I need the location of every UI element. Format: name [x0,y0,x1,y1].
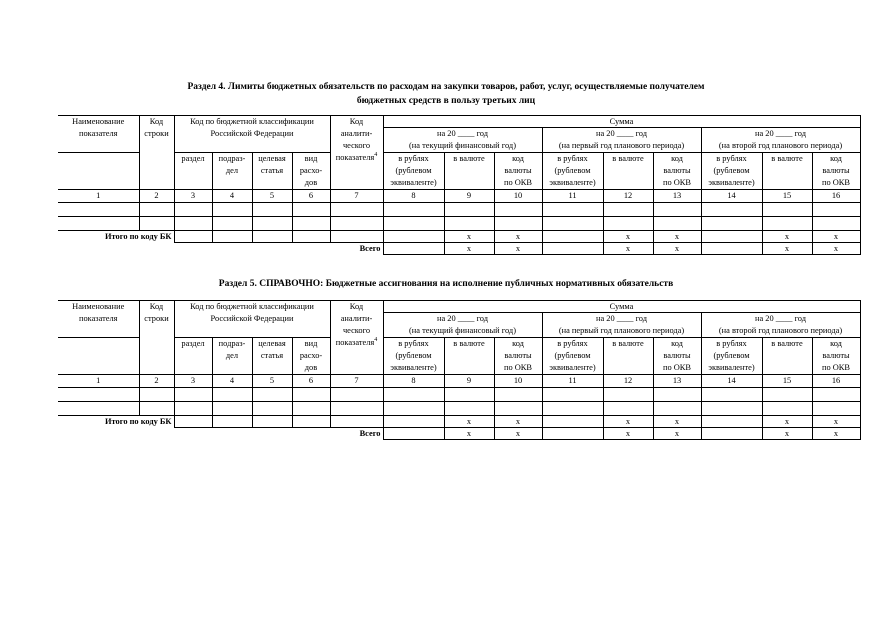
column-number: 7 [330,375,383,388]
total-bk-label: Итого по коду БК [58,416,174,428]
data-cell[interactable] [58,203,139,217]
not-applicable-cell[interactable]: x [762,416,812,428]
header-row-code: Код строки [139,116,174,190]
total-cell[interactable] [701,428,762,440]
column-number: 6 [292,190,330,203]
data-cell[interactable] [653,402,701,416]
header-period-second: на 20 ____ год (на второй год планового периода) [701,128,860,153]
data-cell[interactable] [174,388,212,402]
data-cell[interactable] [444,402,494,416]
header-podrazdel: подраз- дел [212,338,252,375]
data-cell[interactable] [542,388,603,402]
column-number: 12 [603,375,653,388]
header-okv-2: код валюты по ОКВ [653,338,701,375]
header-rub-3: в рублях (рублевом эквиваленте) [701,338,762,375]
data-cell[interactable] [292,388,330,402]
header-period-second: на 20 ____ год (на второй год планового периода) [701,313,860,338]
column-number: 3 [174,375,212,388]
column-number: 14 [701,375,762,388]
data-cell[interactable] [330,203,383,217]
data-cell[interactable] [252,388,292,402]
header-rub-1: в рублях (рублевом эквиваленте) [383,338,444,375]
data-cell[interactable] [139,388,174,402]
not-applicable-cell[interactable]: x [603,243,653,255]
data-cell[interactable] [174,203,212,217]
not-applicable-cell[interactable]: x [812,231,860,243]
header-period-first: на 20 ____ год (на первый год планового периода) [542,313,701,338]
total-cell[interactable] [542,243,603,255]
header-row-code: Код строки [139,301,174,375]
total-all-label: Всего [58,428,383,440]
data-cell[interactable] [701,217,762,231]
not-applicable-cell[interactable]: x [494,243,542,255]
total-bk-label: Итого по коду БК [58,231,174,243]
data-cell[interactable] [383,217,444,231]
header-name: Наименование показателя [58,301,139,338]
header-val-3: в валюте [762,153,812,190]
column-number: 8 [383,375,444,388]
header-okv-3: код валюты по ОКВ [812,338,860,375]
not-applicable-cell[interactable]: x [494,231,542,243]
data-cell[interactable] [383,388,444,402]
header-period-current: на 20 ____ год (на текущий финансовый год) [383,128,542,153]
data-cell[interactable] [58,388,139,402]
not-applicable-cell[interactable]: x [653,416,701,428]
data-cell[interactable] [762,217,812,231]
data-cell[interactable] [330,388,383,402]
column-number: 1 [58,375,139,388]
data-cell[interactable] [252,203,292,217]
column-number: 2 [139,190,174,203]
total-cell[interactable] [212,416,252,428]
not-applicable-cell[interactable]: x [812,416,860,428]
header-podrazdel: подраз- дел [212,153,252,190]
not-applicable-cell[interactable]: x [812,428,860,440]
data-cell[interactable] [494,217,542,231]
header-val-1: в валюте [444,338,494,375]
data-cell[interactable] [701,402,762,416]
column-number: 1 [58,190,139,203]
total-cell[interactable] [174,231,212,243]
header-val-2: в валюте [603,153,653,190]
data-cell[interactable] [701,203,762,217]
column-number: 13 [653,190,701,203]
header-name-blank [58,338,139,375]
header-rub-3: в рублях (рублевом эквиваленте) [701,153,762,190]
data-cell[interactable] [174,217,212,231]
section-5-title [0,277,892,291]
column-number: 4 [212,375,252,388]
not-applicable-cell[interactable]: x [603,416,653,428]
header-val-2: в валюте [603,338,653,375]
not-applicable-cell[interactable]: x [653,231,701,243]
data-cell[interactable] [212,217,252,231]
header-celevaya: целевая статья [252,153,292,190]
section-5-table [58,300,861,440]
data-cell[interactable] [292,203,330,217]
data-cell[interactable] [292,217,330,231]
column-number: 11 [542,375,603,388]
data-cell[interactable] [603,402,653,416]
data-cell[interactable] [812,402,860,416]
data-cell[interactable] [212,203,252,217]
column-number: 2 [139,375,174,388]
total-cell[interactable] [383,243,444,255]
data-cell[interactable] [383,203,444,217]
data-cell[interactable] [494,388,542,402]
column-number: 11 [542,190,603,203]
data-cell[interactable] [174,402,212,416]
data-cell[interactable] [444,388,494,402]
section-4-title-line2: бюджетных средств в пользу третьих лиц [356,96,536,106]
not-applicable-cell[interactable]: x [603,231,653,243]
header-name-blank [58,153,139,190]
data-cell[interactable] [444,203,494,217]
column-number: 14 [701,190,762,203]
section-4-title-line1: Раздел 4. Лимиты бюджетных обязательств по расходам на закупки товаров, работ, услуг, осуществляемые получателем [187,82,705,92]
header-vid: вид расхо- дов [292,153,330,190]
not-applicable-cell[interactable]: x [653,243,701,255]
data-cell[interactable] [444,217,494,231]
data-cell[interactable] [812,388,860,402]
header-rub-1: в рублях (рублевом эквиваленте) [383,153,444,190]
total-all-label: Всего [58,243,383,255]
total-cell[interactable] [701,231,762,243]
total-cell[interactable] [701,416,762,428]
total-cell[interactable] [383,428,444,440]
data-cell[interactable] [542,203,603,217]
header-vid: вид расхо- дов [292,338,330,375]
not-applicable-cell[interactable]: x [603,428,653,440]
section-4-table [58,115,861,255]
data-cell[interactable] [58,217,139,231]
section-5-title-text: Раздел 5. СПРАВОЧНО: Бюджетные ассигнования на исполнение публичных нормативных обязательств [218,279,674,289]
column-number: 15 [762,190,812,203]
not-applicable-cell[interactable]: x [762,243,812,255]
total-cell[interactable] [292,231,330,243]
data-cell[interactable] [603,217,653,231]
column-number: 9 [444,375,494,388]
total-cell[interactable] [174,416,212,428]
column-number: 12 [603,190,653,203]
data-cell[interactable] [383,402,444,416]
not-applicable-cell[interactable]: x [762,231,812,243]
header-rub-2: в рублях (рублевом эквиваленте) [542,153,603,190]
not-applicable-cell[interactable]: x [444,416,494,428]
column-number: 15 [762,375,812,388]
header-bk-code: Код по бюджетной классификации Российской Федерации [174,301,330,338]
total-cell[interactable] [330,416,383,428]
column-number: 10 [494,190,542,203]
not-applicable-cell[interactable]: x [812,243,860,255]
header-period-current: на 20 ____ год (на текущий финансовый год) [383,313,542,338]
header-bk-code: Код по бюджетной классификации Российской Федерации [174,116,330,153]
data-cell[interactable] [252,217,292,231]
column-number: 6 [292,375,330,388]
column-number: 4 [212,190,252,203]
data-cell[interactable] [812,217,860,231]
header-okv-2: код валюты по ОКВ [653,153,701,190]
data-cell[interactable] [653,203,701,217]
data-cell[interactable] [542,402,603,416]
data-cell[interactable] [139,203,174,217]
not-applicable-cell[interactable]: x [444,231,494,243]
not-applicable-cell[interactable]: x [494,428,542,440]
data-cell[interactable] [494,203,542,217]
data-cell[interactable] [494,402,542,416]
column-number: 5 [252,190,292,203]
data-cell[interactable] [701,388,762,402]
header-razdel: раздел [174,153,212,190]
header-sum: Сумма [383,116,860,128]
total-cell[interactable] [542,428,603,440]
total-cell[interactable] [542,231,603,243]
column-number: 10 [494,375,542,388]
column-number: 5 [252,375,292,388]
header-val-1: в валюте [444,153,494,190]
column-number: 8 [383,190,444,203]
header-razdel: раздел [174,338,212,375]
total-cell[interactable] [330,231,383,243]
header-sum: Сумма [383,301,860,313]
data-cell[interactable] [212,402,252,416]
total-cell[interactable] [701,243,762,255]
section-4-title [0,80,892,108]
total-cell[interactable] [212,231,252,243]
data-cell[interactable] [762,402,812,416]
total-cell[interactable] [252,416,292,428]
data-cell[interactable] [330,402,383,416]
not-applicable-cell[interactable]: x [762,428,812,440]
data-cell[interactable] [330,217,383,231]
not-applicable-cell[interactable]: x [444,428,494,440]
total-cell[interactable] [252,231,292,243]
data-cell[interactable] [762,203,812,217]
data-cell[interactable] [139,217,174,231]
not-applicable-cell[interactable]: x [494,416,542,428]
data-cell[interactable] [653,388,701,402]
header-val-3: в валюте [762,338,812,375]
total-cell[interactable] [542,416,603,428]
header-analytic-code: Код аналити- ческого показателя$^4$ [330,116,383,190]
not-applicable-cell[interactable]: x [653,428,701,440]
header-rub-2: в рублях (рублевом эквиваленте) [542,338,603,375]
column-number: 9 [444,190,494,203]
header-period-first: на 20 ____ год (на первый год планового периода) [542,128,701,153]
total-cell[interactable] [383,416,444,428]
data-cell[interactable] [212,388,252,402]
header-celevaya: целевая статья [252,338,292,375]
column-number: 16 [812,190,860,203]
column-number: 16 [812,375,860,388]
column-number: 7 [330,190,383,203]
data-cell[interactable] [58,402,139,416]
header-okv-1: код валюты по ОКВ [494,338,542,375]
header-okv-3: код валюты по ОКВ [812,153,860,190]
data-cell[interactable] [603,203,653,217]
data-cell[interactable] [252,402,292,416]
header-name: Наименование показателя [58,116,139,153]
data-cell[interactable] [542,217,603,231]
data-cell[interactable] [812,203,860,217]
data-cell[interactable] [603,388,653,402]
total-cell[interactable] [383,231,444,243]
data-cell[interactable] [762,388,812,402]
data-cell[interactable] [292,402,330,416]
column-number: 3 [174,190,212,203]
column-number: 13 [653,375,701,388]
data-cell[interactable] [139,402,174,416]
header-analytic-code: Код аналити- ческого показателя$^4$ [330,301,383,375]
data-cell[interactable] [653,217,701,231]
total-cell[interactable] [292,416,330,428]
header-okv-1: код валюты по ОКВ [494,153,542,190]
not-applicable-cell[interactable]: x [444,243,494,255]
